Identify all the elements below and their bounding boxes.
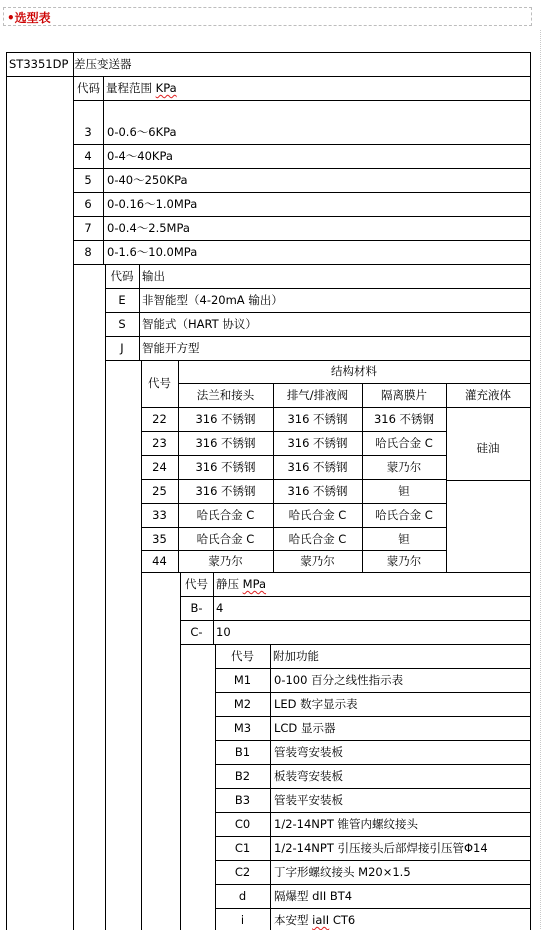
- range-header-unit: KPa: [155, 81, 177, 95]
- material-group-title: 结构材料: [331, 364, 377, 378]
- material-column-header: 排气/排液阀: [286, 388, 349, 402]
- range-header-label-cell: [106, 81, 177, 95]
- options-value-type: 本安型: [274, 913, 309, 927]
- table-rule: [215, 812, 531, 813]
- table-rule: [270, 644, 271, 930]
- options-code: C2: [234, 865, 251, 879]
- table-rule: [446, 480, 447, 573]
- material-flange: 蒙乃尔: [208, 554, 243, 568]
- material-flange: 316 不锈钢: [195, 460, 256, 474]
- table-left-border: [6, 52, 7, 930]
- pressure-header-label: 静压: [216, 577, 239, 591]
- material-code: 33: [152, 508, 167, 522]
- options-header-label: 附加功能: [273, 649, 319, 663]
- options-value: 隔爆型 dII BT4: [274, 889, 353, 903]
- table-right-border: [530, 52, 531, 930]
- options-code: C0: [234, 817, 251, 831]
- output-value: 智能开方型: [142, 341, 200, 355]
- output-header-label: 输出: [142, 269, 165, 283]
- material-diaphragm: 哈氏合金 C: [375, 508, 433, 522]
- options-value-class: CT6: [332, 913, 356, 927]
- pressure-value: 10: [216, 625, 231, 639]
- material-column-header: 隔离膜片: [381, 388, 427, 402]
- table-top-border: [6, 52, 531, 53]
- options-value: 丁字形螺纹接头 M20×1.5: [274, 865, 411, 879]
- range-value: 0-1.6～10.0MPa: [107, 245, 198, 259]
- section-heading-box: [3, 7, 532, 26]
- table-rule: [180, 644, 531, 645]
- table-rule: [215, 716, 531, 717]
- range-code: 4: [84, 149, 92, 163]
- table-rule: [213, 572, 214, 645]
- options-header-code: 代号: [231, 649, 254, 663]
- options-value: [274, 913, 355, 927]
- material-flange: 316 不锈钢: [195, 412, 256, 426]
- material-code: 44: [152, 554, 167, 568]
- material-header-code: 代号: [148, 376, 171, 390]
- options-value: 管装弯安装板: [274, 745, 343, 759]
- pressure-code: C-: [190, 625, 203, 639]
- material-code: 24: [152, 460, 167, 474]
- page-margin-guide: [540, 30, 541, 929]
- heading-bullet: •: [7, 11, 15, 25]
- options-code: B2: [234, 769, 251, 783]
- options-value: LCD 显示器: [274, 721, 336, 735]
- table-rule: [105, 336, 531, 337]
- material-vent: 316 不锈钢: [287, 436, 348, 450]
- output-header-code: 代码: [110, 269, 134, 283]
- options-code: M2: [233, 697, 252, 711]
- material-code: 35: [152, 531, 167, 546]
- material-vent: 316 不锈钢: [287, 460, 348, 474]
- material-vent: 316 不锈钢: [287, 412, 348, 426]
- model-name: 差压变送器: [74, 57, 132, 71]
- range-header-code-cell: [77, 81, 100, 95]
- table-rule: [73, 144, 531, 145]
- material-diaphragm: 钽: [398, 484, 410, 498]
- options-code: B1: [234, 745, 251, 759]
- table-rule: [141, 431, 447, 432]
- table-rule: [180, 620, 531, 621]
- range-value: 0-0.4～2.5MPa: [107, 221, 190, 235]
- range-code: 7: [84, 221, 92, 235]
- table-rule: [178, 383, 531, 384]
- table-rule: [446, 480, 531, 481]
- table-rule: [215, 836, 531, 837]
- table-rule: [141, 479, 447, 480]
- options-value: 1/2-14NPT 锥管内螺纹接头: [274, 817, 419, 831]
- table-rule: [215, 764, 531, 765]
- table-rule: [141, 572, 531, 573]
- range-value: 0-0.16～1.0MPa: [107, 197, 198, 211]
- range-code: 5: [84, 173, 92, 187]
- table-rule: [103, 76, 104, 265]
- table-rule: [141, 550, 447, 551]
- options-code: C1: [234, 841, 251, 855]
- pressure-value: 4: [216, 601, 224, 615]
- options-value: LED 数字显示表: [274, 697, 358, 711]
- options-code: d: [238, 889, 247, 903]
- table-rule: [141, 407, 447, 408]
- material-vent: 316 不锈钢: [287, 484, 348, 498]
- options-value: 板装弯安装板: [274, 769, 343, 783]
- model-code: ST3351DP: [9, 57, 69, 71]
- table-rule: [141, 503, 447, 504]
- range-code: 8: [84, 245, 92, 259]
- table-rule: [446, 383, 447, 481]
- material-diaphragm: 哈氏合金 C: [375, 436, 433, 450]
- table-rule: [73, 192, 531, 193]
- range-code: 6: [84, 197, 92, 211]
- options-code: B3: [234, 793, 251, 807]
- table-rule: [215, 740, 531, 741]
- table-rule: [215, 668, 531, 669]
- options-value: 管装平安装板: [274, 793, 343, 807]
- material-flange: 316 不锈钢: [195, 436, 256, 450]
- table-rule: [180, 596, 531, 597]
- table-rule: [73, 216, 531, 217]
- section-heading: [7, 9, 51, 26]
- material-column-header: 法兰和接头: [196, 388, 255, 402]
- output-code: J: [120, 341, 124, 355]
- range-header-label: 量程范围: [106, 81, 152, 95]
- table-rule: [73, 100, 531, 101]
- table-rule: [215, 692, 531, 693]
- material-vent: 哈氏合金 C: [288, 531, 347, 546]
- material-flange: 哈氏合金 C: [196, 531, 255, 546]
- material-diaphragm: 钽: [398, 531, 410, 546]
- material-code: 23: [152, 436, 167, 450]
- table-rule: [141, 455, 447, 456]
- material-fill-fluid: 硅油: [476, 441, 500, 455]
- pressure-header-code: 代号: [185, 577, 208, 591]
- options-value-mark: iaII: [312, 913, 330, 927]
- range-header-code: 代码: [77, 81, 100, 95]
- output-column-border: [105, 264, 106, 930]
- pressure-header-label-cell: [216, 577, 266, 591]
- material-flange: 316 不锈钢: [195, 484, 256, 498]
- material-vent: 哈氏合金 C: [288, 508, 347, 522]
- material-diaphragm: 蒙乃尔: [386, 554, 422, 568]
- range-value: 0-4～40KPa: [107, 149, 173, 163]
- material-flange: 哈氏合金 C: [196, 508, 255, 522]
- pressure-header-unit: MPa: [242, 577, 267, 591]
- options-code: M3: [233, 721, 252, 735]
- table-rule: [141, 527, 447, 528]
- table-rule: [215, 860, 531, 861]
- options-value: 1/2-14NPT 引压接头后部焊接引压管Φ14: [274, 841, 488, 855]
- material-vent: 蒙乃尔: [300, 554, 335, 568]
- table-rule: [73, 240, 531, 241]
- material-column-header: 灌充液体: [465, 388, 511, 402]
- material-code: 22: [152, 412, 167, 426]
- table-rule: [6, 76, 531, 77]
- range-code: 3: [84, 125, 92, 139]
- material-code: 25: [152, 484, 167, 498]
- table-rule: [215, 884, 531, 885]
- table-rule: [105, 312, 531, 313]
- range-value: 0-0.6～6KPa: [107, 125, 177, 139]
- table-rule: [215, 908, 531, 909]
- table-rule: [446, 407, 531, 408]
- range-value: 0-40～250KPa: [107, 173, 188, 187]
- options-code: M1: [233, 673, 252, 687]
- heading-title: 选型表: [14, 11, 51, 25]
- pressure-code: B-: [190, 601, 203, 615]
- output-value: 智能式（HART 协议）: [142, 317, 257, 331]
- table-rule: [73, 264, 531, 265]
- options-value: 0-100 百分之线性指示表: [274, 673, 404, 687]
- output-value: 非智能型（4-20mA 输出）: [142, 293, 283, 307]
- output-code: S: [118, 317, 126, 331]
- table-rule: [73, 168, 531, 169]
- material-diaphragm: 蒙乃尔: [386, 460, 422, 474]
- table-rule: [215, 788, 531, 789]
- options-code: i: [240, 913, 245, 927]
- material-diaphragm: 316 不锈钢: [373, 412, 435, 426]
- table-rule: [105, 288, 531, 289]
- table-rule: [105, 360, 531, 361]
- output-code: E: [118, 293, 126, 307]
